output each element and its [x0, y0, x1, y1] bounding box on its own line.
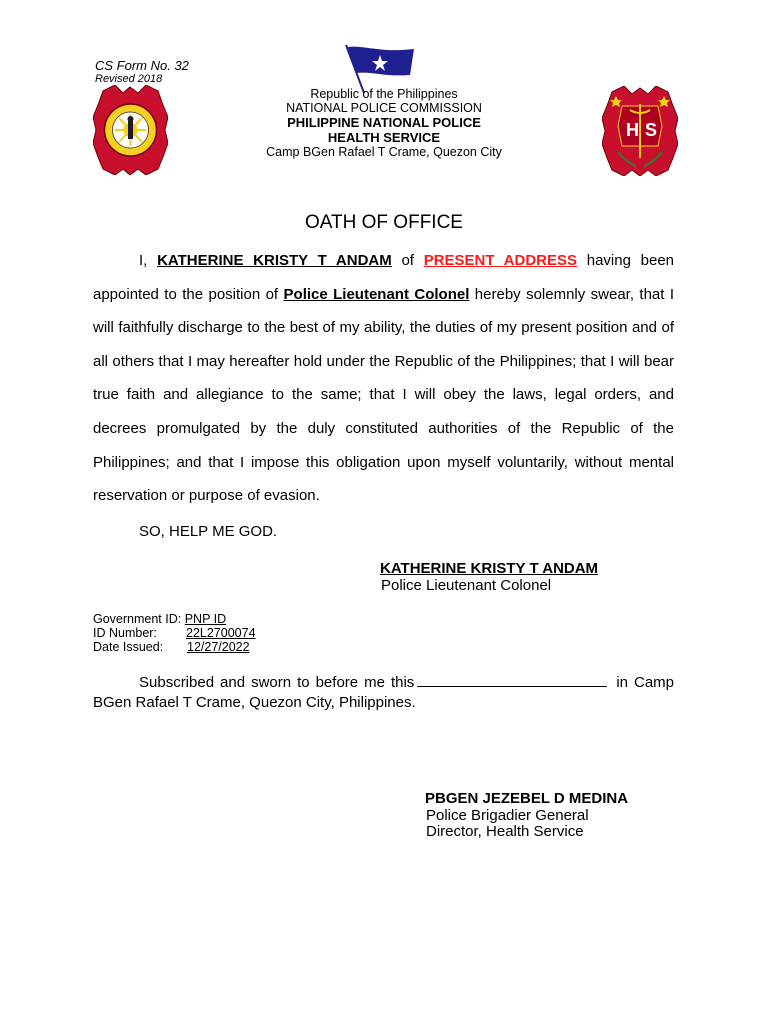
- health-service-seal-logo: [602, 86, 678, 176]
- date-issued-label: Date Issued:: [93, 640, 164, 654]
- svg-text:S: S: [645, 120, 658, 140]
- document-title: OATH OF OFFICE: [305, 212, 463, 233]
- closing-phrase: SO, HELP ME GOD.: [139, 523, 278, 540]
- affiant-name: KATHERINE KRISTY T ANDAM: [380, 560, 599, 577]
- date-issued-value: 12/27/2022: [187, 640, 250, 654]
- header-health-service: HEALTH SERVICE: [327, 130, 441, 145]
- oath-text-1: having been appointed to the position of: [93, 252, 675, 303]
- officer-name: PBGEN JEZEBEL D MEDINA: [425, 790, 629, 807]
- oath-paragraph: [93, 244, 674, 513]
- government-id-value: PNP ID: [184, 612, 227, 626]
- header-address: Camp BGen Rafael T Crame, Quezon City: [266, 145, 502, 159]
- subscribed-text-1: Subscribed and sworn to before me this: [139, 674, 415, 691]
- header-pnp: PHILIPPINE NATIONAL POLICE: [287, 115, 481, 130]
- officer-position: Director, Health Service: [426, 823, 584, 840]
- oath-of: of: [401, 252, 414, 269]
- svg-text:H: H: [626, 120, 639, 140]
- affiant-rank: Police Lieutenant Colonel: [381, 577, 552, 594]
- header-napolcom: NATIONAL POLICE COMMISSION: [286, 101, 482, 115]
- subscribed-text-2: in Camp BGen Rafael T Crame, Quezon City, Philippines.: [93, 674, 674, 711]
- oath-address: PRESENT ADDRESS: [423, 252, 578, 269]
- pnp-seal-logo: [93, 85, 168, 175]
- officer-rank: Police Brigadier General: [426, 807, 589, 824]
- id-number-label: ID Number:: [93, 626, 157, 640]
- form-number: CS Form No. 32: [95, 58, 189, 73]
- header-republic: Republic of the Philippines: [310, 87, 458, 101]
- oath-position: Police Lieutenant Colonel: [283, 285, 470, 303]
- government-id-row: [93, 612, 226, 626]
- id-number-value: 22L2700074: [186, 626, 256, 640]
- oath-affiant-name: KATHERINE KRISTY T ANDAM: [157, 252, 392, 269]
- date-blank-line[interactable]: [417, 672, 607, 687]
- subscribed-paragraph: [93, 672, 674, 713]
- oath-text-2: hereby solemnly swear, that I will faithfully discharge to the best of my ability, the duties of my present position and of all others that I may hereafter hold under the Republic of the Philippines; that I will bear true faith and allegiance to the same; that I will obey the laws, legal orders, and decrees promulgated by the duly constituted authorities of the Republic of the Philippines; and that I impose this obligation upon myself voluntarily, without mental reservation or purpose of evasion.: [93, 285, 675, 505]
- government-id-label: Government ID:: [93, 612, 182, 626]
- form-revision: Revised 2018: [95, 73, 163, 85]
- oath-pronoun: I,: [139, 252, 148, 269]
